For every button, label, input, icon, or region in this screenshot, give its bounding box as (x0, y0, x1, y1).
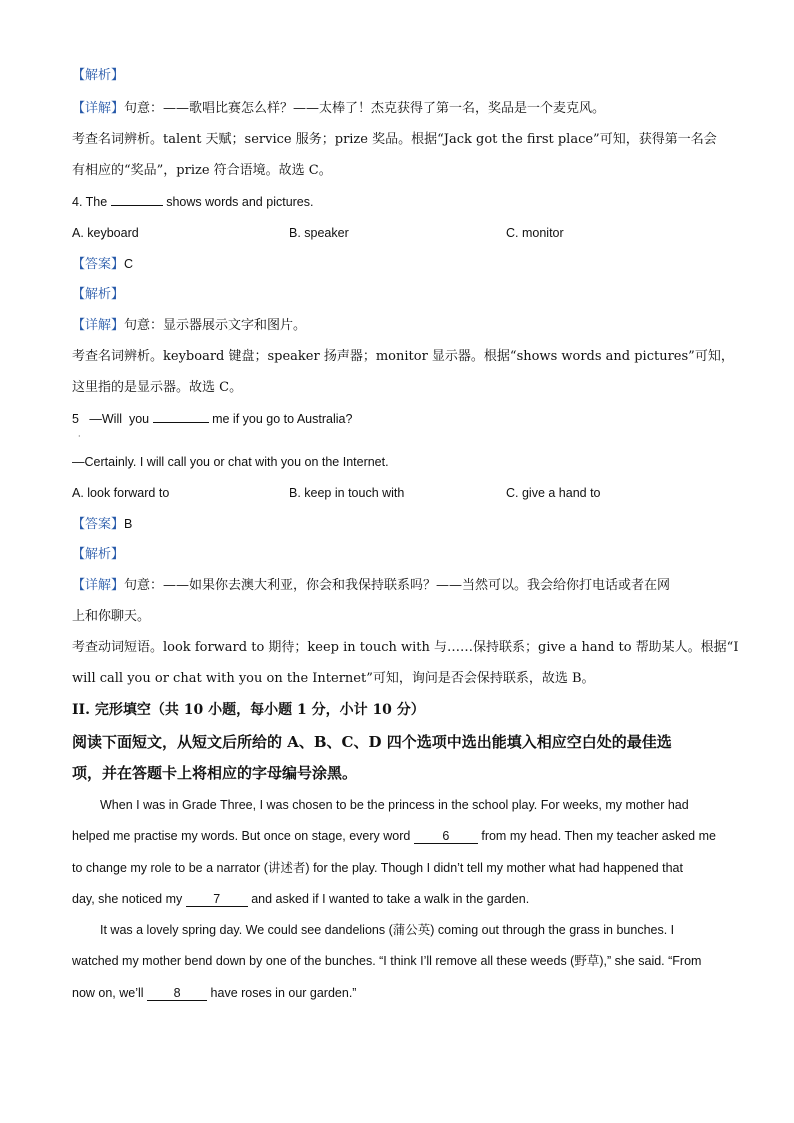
analysis-tag: 【解析】 (72, 547, 125, 562)
answer-tag: 【答案】 (72, 517, 125, 532)
blank-7: 7 (186, 892, 248, 907)
q4-stem-after: shows words and pictures. (166, 195, 314, 209)
passage-text: and asked if I wanted to take a walk in the garden. (251, 892, 530, 906)
analysis-tag: 【解析】 (72, 68, 125, 83)
q5-stem-after: me if you go to Australia? (212, 412, 353, 426)
q5-stem (72, 410, 352, 428)
q4-detail-text: 句意：显示器展示文字和图片。 (124, 318, 307, 333)
stray-dot: · (78, 432, 81, 441)
q5-answer (72, 515, 132, 534)
q5-answer-value: B (124, 517, 133, 531)
q4-stem (72, 193, 313, 211)
q4-answer (72, 255, 133, 274)
section-instruction-line-2: 项，并在答题卡上将相应的字母编号涂黑。 (72, 764, 358, 782)
passage-text: day, she noticed my (72, 892, 183, 906)
q4-option-b: B. speaker (289, 226, 349, 240)
q5-detail-line-2: 上和你聊天。 (72, 609, 151, 624)
section-instruction-line-1: 阅读下面短文，从短文后所给的 A、B、C、D 四个选项中选出能填入相应空白处的最佳选 (72, 733, 672, 751)
q4-blank (111, 205, 163, 206)
passage-text: now on, we’ll (72, 986, 144, 1000)
q5-option-b: B. keep in touch with (289, 486, 405, 500)
passage-line (72, 827, 716, 845)
passage-text: have roses in our garden.” (210, 986, 357, 1000)
passage-text: from my head. Then my teacher asked me (481, 829, 716, 843)
q4-answer-value: C (124, 257, 134, 271)
passage-line: watched my mother bend down by one of the bunches. “I think I’ll remove all these weeds (野草),” she said. “From (72, 954, 702, 968)
q3-explanation-line-2: 有相应的“奖品”，prize 符合语境。故选 C。 (72, 163, 332, 178)
q5-explanation-line-2: will call you or chat with you on the Internet”可知，询问是否会保持联系，故选 B。 (72, 671, 595, 686)
section-heading: II. 完形填空（共 10 小题，每小题 1 分，小计 10 分） (72, 702, 425, 718)
q5-stem-before: 5 —Will you (72, 412, 150, 426)
passage-line: to change my role to be a narrator (讲述者) for the play. Though I didn’t tell my mother what had happened that (72, 861, 683, 875)
answer-tag: 【答案】 (72, 257, 125, 272)
q4-explanation-line-1: 考查名词辨析。keyboard 键盘；speaker 扬声器；monitor 显示器。根据“shows words and pictures”可知， (72, 349, 734, 364)
analysis-tag: 【解析】 (72, 287, 125, 302)
blank-6: 6 (414, 829, 478, 844)
blank-8: 8 (147, 986, 207, 1001)
q4-stem-before: 4. The (72, 195, 108, 209)
q5-detail-text: 句意：——如果你去澳大利亚，你会和我保持联系吗？——当然可以。我会给你打电话或者在网 (124, 578, 671, 593)
detail-tag: 【详解】 (72, 578, 125, 593)
passage-text: helped me practise my words. But once on stage, every word (72, 829, 411, 843)
passage-line: It was a lovely spring day. We could see dandelions (蒲公英) coming out through the grass in bunches. I (100, 923, 675, 937)
q3-detail-text: 句意：——歌唱比赛怎么样？——太棒了！杰克获得了第一名，奖品是一个麦克风。 (124, 101, 606, 116)
passage-line: When I was in Grade Three, I was chosen to be the princess in the school play. For weeks, my mother had (100, 798, 689, 812)
q4-explanation-line-2: 这里指的是显示器。故选 C。 (72, 380, 243, 395)
q5-detail (72, 577, 670, 595)
passage-line (72, 890, 529, 908)
q3-explanation-line-1: 考查名词辨析。talent 天赋；service 服务；prize 奖品。根据“Jack got the first place”可知，获得第一名会 (72, 132, 717, 147)
q5-option-c: C. give a hand to (506, 486, 601, 500)
q5-explanation-line-1: 考查动词短语。look forward to 期待；keep in touch with 与……保持联系；give a hand to 帮助某人。根据“I (72, 640, 739, 655)
q4-option-a: A. keyboard (72, 226, 139, 240)
q4-option-c: C. monitor (506, 226, 564, 240)
q5-reply: —Certainly. I will call you or chat with you on the Internet. (72, 455, 389, 469)
detail-tag: 【详解】 (72, 318, 125, 333)
q5-blank (153, 422, 209, 423)
q4-detail (72, 317, 306, 335)
q5-option-a: A. look forward to (72, 486, 170, 500)
detail-tag: 【详解】 (72, 101, 125, 116)
passage-line (72, 984, 356, 1002)
q3-detail (72, 100, 605, 118)
